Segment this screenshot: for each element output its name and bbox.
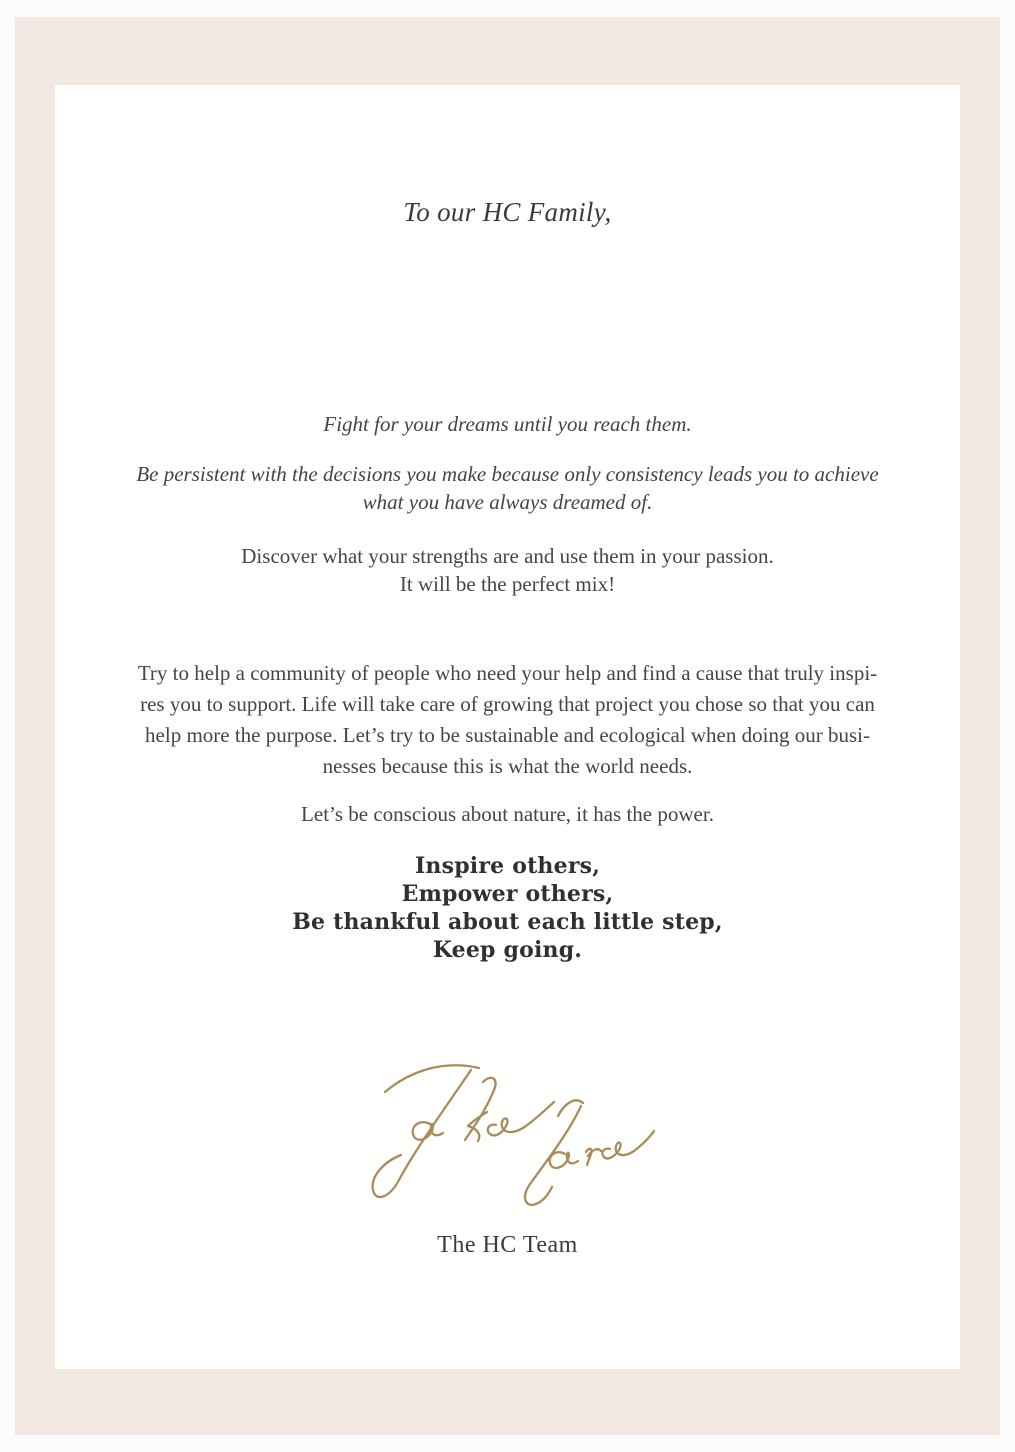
pink-frame (15, 17, 1000, 1435)
paragraph-community-line: Try to help a community of people who need your help and find a cause that truly inspi- (137, 661, 878, 685)
emphasis-line: Empower others, (401, 881, 614, 907)
signoff: The HC Team (437, 1232, 578, 1258)
paragraph-community-line: nesses because this is what the world needs. (322, 754, 693, 778)
emphasis-line: Inspire others, (414, 853, 601, 879)
paragraph-community (55, 658, 960, 782)
paragraph-discover (55, 542, 960, 598)
emphasis-block (55, 852, 960, 964)
paragraph-discover-line: Discover what your strengths are and use them in your passion. (241, 544, 774, 568)
letter-paper (55, 85, 960, 1369)
quote-persistent (55, 460, 960, 516)
paragraph-discover-line: It will be the perfect mix! (399, 572, 616, 596)
paragraph-nature: Let’s be conscious about nature, it has the power. (301, 802, 714, 826)
quote-fight: Fight for your dreams until you reach them. (323, 412, 692, 436)
salutation: To our HC Family, (403, 197, 612, 227)
paragraph-community-line: res you to support. Life will take care of growing that project you chose so that you can (140, 692, 875, 716)
paragraph-community-line: help more the purpose. Let’s try to be sustainable and ecological when doing our busi- (145, 723, 870, 747)
quote-persistent-line: what you have always dreamed of. (362, 490, 653, 514)
emphasis-line: Be thankful about each little step, (292, 909, 723, 935)
signature-script-icon (333, 1050, 713, 1220)
quote-persistent-line: Be persistent with the decisions you make because only consistency leads you to achieve (136, 462, 879, 486)
signature-take-care (55, 1050, 960, 1226)
emphasis-line: Keep going. (432, 937, 583, 963)
